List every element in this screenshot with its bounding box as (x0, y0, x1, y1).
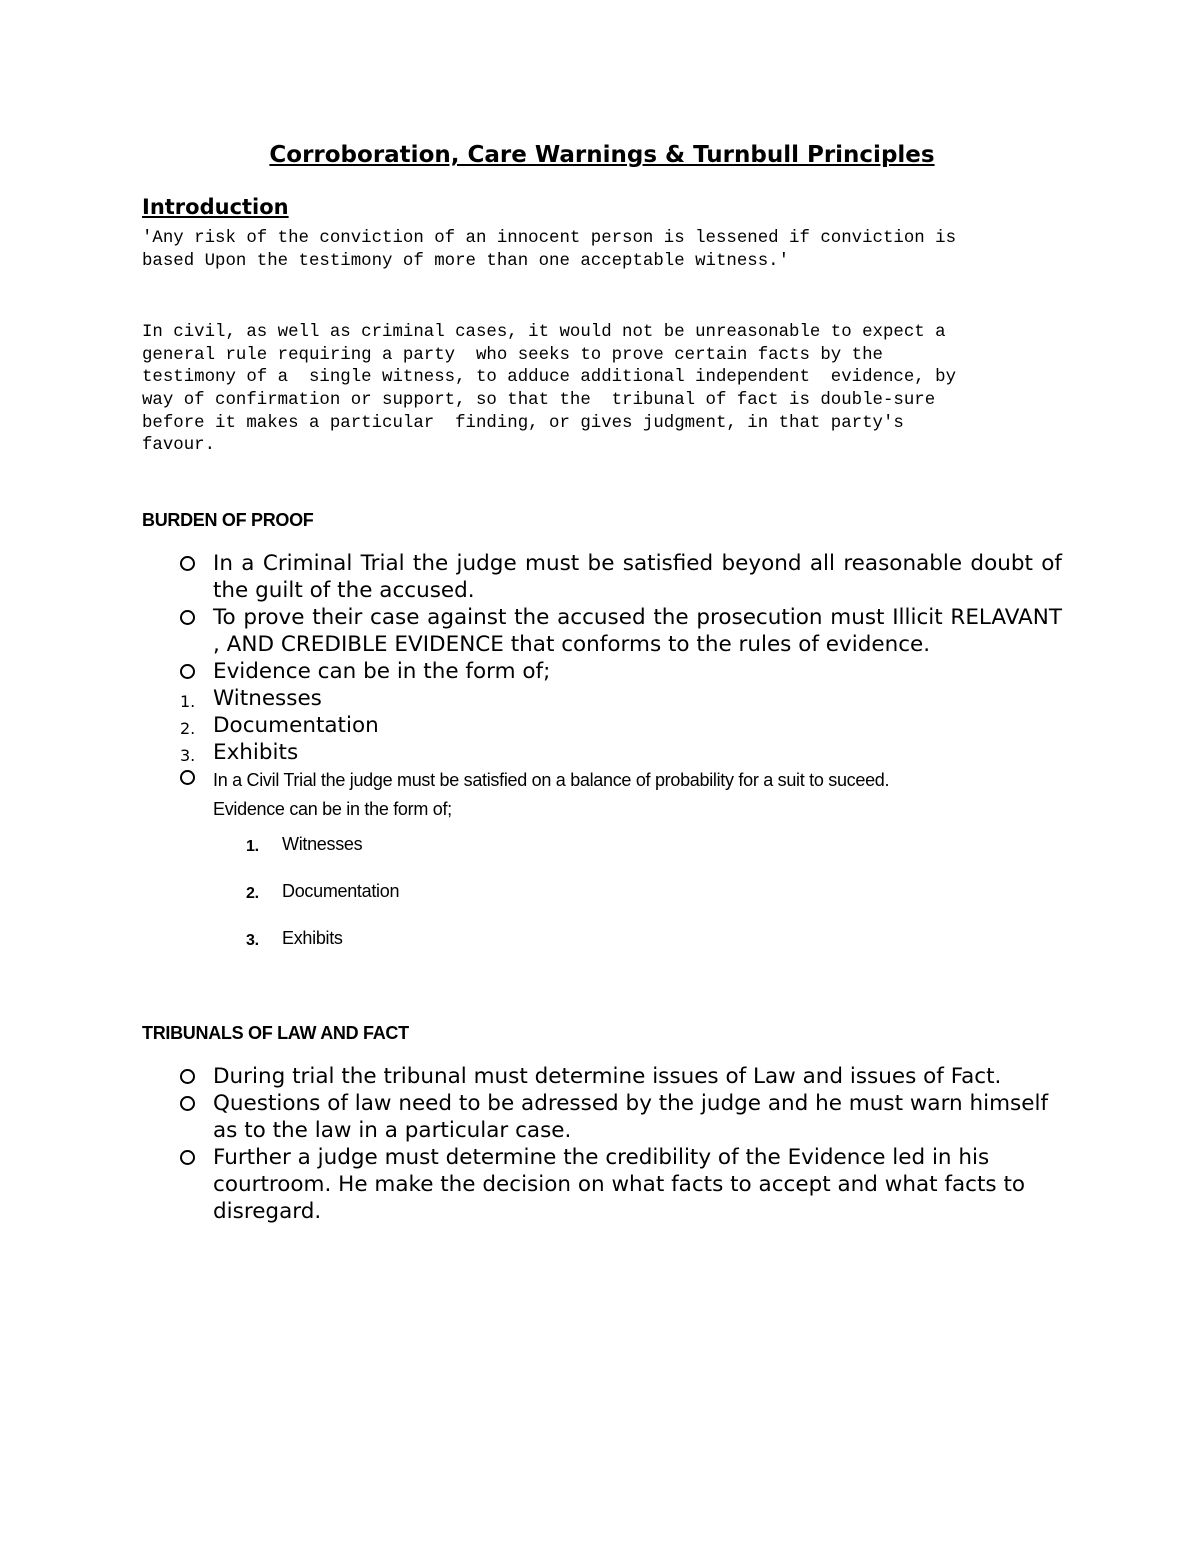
list-item (142, 879, 1062, 903)
list-item (142, 739, 1062, 766)
paragraph-line: favour. (142, 436, 216, 456)
bullet-text: Evidence can be in the form of; (213, 658, 551, 684)
bullet-text: In a Civil Trial the judge must be satisfied on a balance of probability for a suit to suceed. (213, 769, 890, 790)
list-item (142, 604, 1062, 658)
circle-bullet-icon (180, 556, 195, 571)
quote-line: based Upon the testimony of more than one acceptable witness.' (142, 251, 790, 271)
burden-of-proof-heading: BURDEN OF PROOF (142, 509, 314, 530)
introduction-heading: Introduction (142, 195, 289, 219)
item-number: 1. (180, 691, 196, 711)
item-number: 1. (246, 837, 259, 855)
item-label: Documentation (282, 880, 400, 901)
list-item (142, 658, 1062, 685)
bullet-text: Evidence can be in the form of; (213, 798, 452, 819)
circle-bullet-icon (180, 1096, 195, 1111)
intro-paragraph (142, 322, 1062, 458)
item-number: 2. (246, 884, 259, 902)
list-item (142, 1144, 1062, 1225)
bullet-text: In a Criminal Trial the judge must be satisfied beyond all reasonable doubt of the guilt of the accused. (213, 550, 1062, 603)
paragraph-line: general rule requiring a party who seeks to prove certain facts by the (142, 345, 883, 365)
list-item (142, 712, 1062, 739)
bullet-text: During trial the tribunal must determine issues of Law and issues of Fact. (213, 1063, 1002, 1089)
intro-quote (142, 228, 1062, 273)
circle-bullet-icon (180, 610, 195, 625)
item-number: 3. (180, 745, 196, 765)
document-page (142, 138, 1062, 1225)
list-item (142, 685, 1062, 712)
civil-bullet-list (142, 766, 1062, 824)
evidence-forms-list (142, 685, 1062, 1225)
item-label: Documentation (213, 712, 379, 738)
item-label: Witnesses (282, 833, 363, 854)
bullet-text: Questions of law need to be adressed by the judge and he must warn himself as to the law in a particular case. (213, 1090, 1049, 1143)
circle-bullet-icon (180, 1150, 195, 1165)
quote-line: 'Any risk of the conviction of an innocent person is lessened if conviction is (142, 229, 957, 248)
paragraph-line: way of confirmation or support, so that the tribunal of fact is double-sure (142, 390, 936, 410)
spacer (142, 973, 1062, 1021)
circle-bullet-icon (180, 664, 195, 679)
paragraph-line: In civil, as well as criminal cases, it would not be unreasonable to expect a (142, 323, 946, 343)
list-item (142, 832, 1062, 856)
tribunals-bullet-list (142, 1063, 1062, 1225)
list-item (142, 1063, 1062, 1090)
burden-bullet-list (142, 550, 1062, 685)
civil-evidence-forms-list (142, 832, 1062, 950)
list-item (142, 550, 1062, 604)
circle-bullet-icon (180, 770, 195, 785)
bullet-text: Further a judge must determine the credibility of the Evidence led in his courtroom. He make the decision on what facts to accept and what facts to disregard. (213, 1144, 1026, 1224)
list-item (142, 1090, 1062, 1144)
list-item (142, 766, 1062, 824)
item-label: Exhibits (213, 739, 299, 765)
item-number: 2. (180, 718, 196, 738)
circle-bullet-icon (180, 1069, 195, 1084)
tribunals-heading: TRIBUNALS OF LAW AND FACT (142, 1022, 409, 1043)
paragraph-line: testimony of a single witness, to adduce additional independent evidence, by (142, 368, 957, 388)
document-title: Corroboration, Care Warnings & Turnbull Principles (269, 142, 935, 168)
paragraph-line: before it makes a particular finding, or gives judgment, in that party's (142, 413, 904, 433)
item-label: Witnesses (213, 685, 322, 711)
list-item (142, 926, 1062, 950)
bullet-text: To prove their case against the accused the prosecution must Illicit RELAVANT , AND CREDIBLE EVIDENCE that conforms to the rules of evidence. (213, 604, 1062, 657)
item-number: 3. (246, 931, 259, 949)
item-label: Exhibits (282, 927, 343, 948)
